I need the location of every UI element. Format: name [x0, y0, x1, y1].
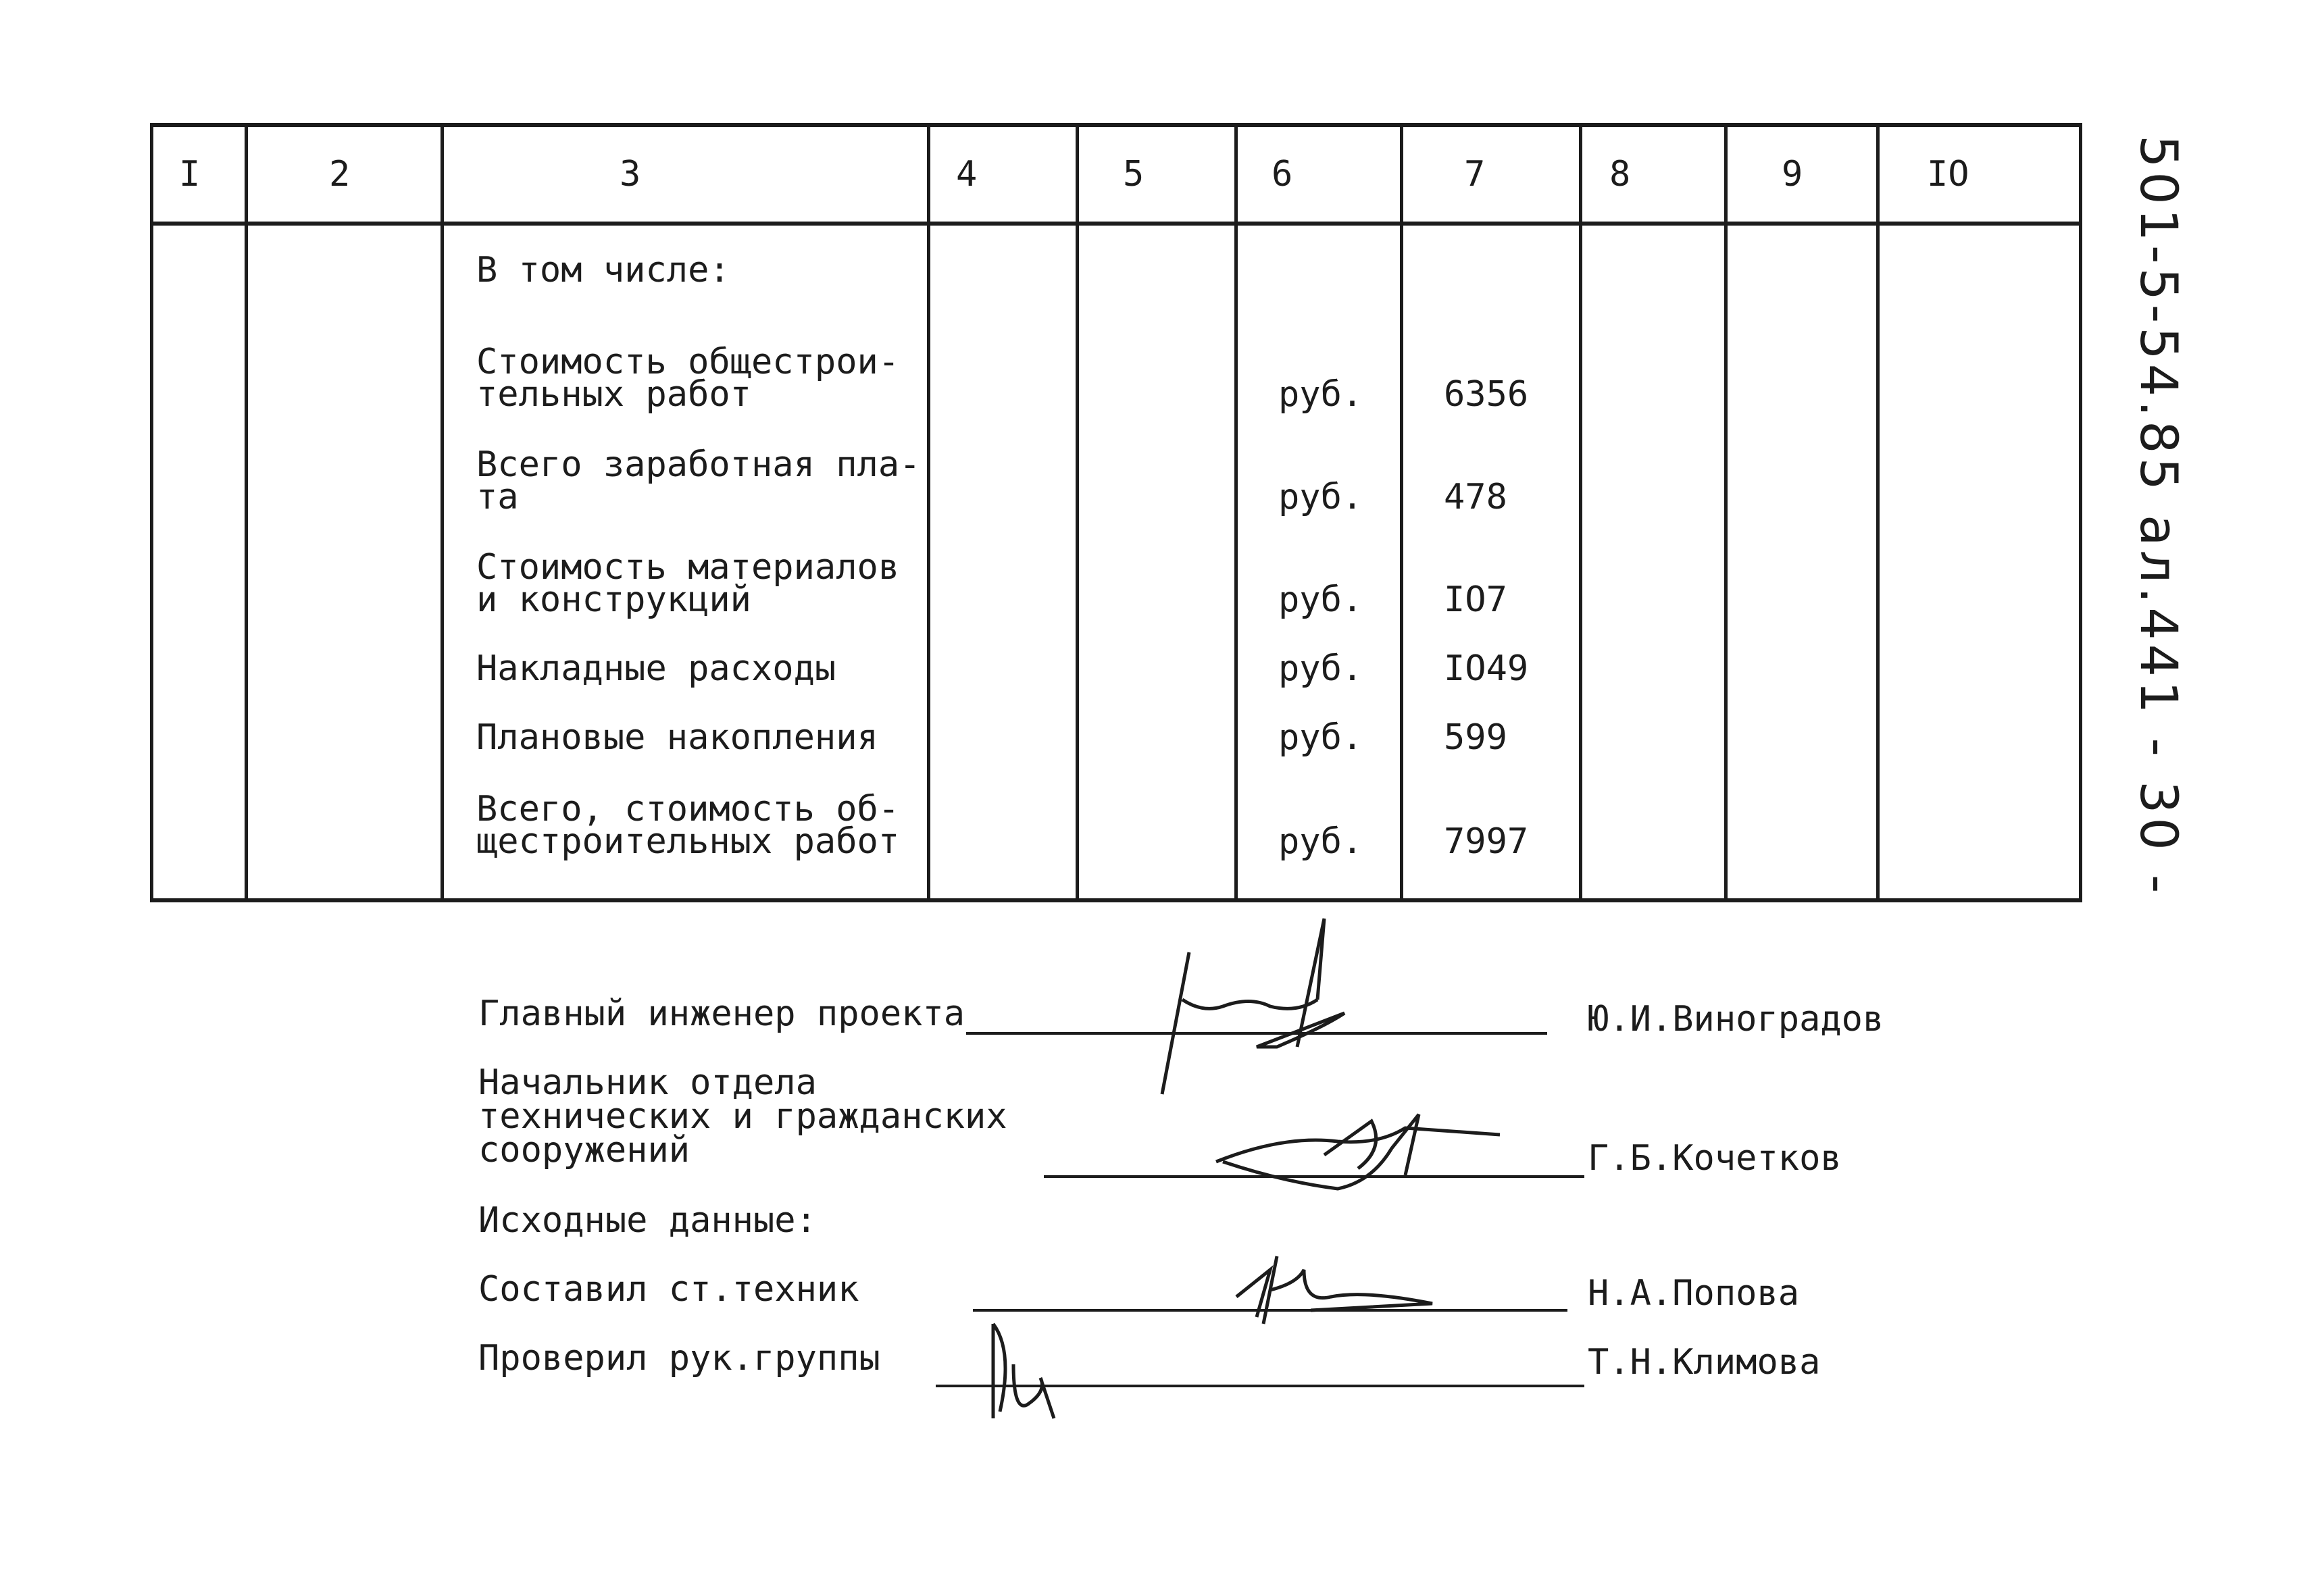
description-column	[443, 224, 929, 900]
row-description: В том числе:	[476, 250, 730, 290]
compiled-by-role: Составил ст.техник	[478, 1269, 859, 1310]
column-number: 4	[929, 125, 1078, 224]
row-unit: руб.	[1278, 648, 1363, 689]
checked-by-role: Проверил рук.группы	[478, 1338, 880, 1379]
row-value: 478	[1444, 477, 1507, 517]
row-description: Всего, стоимость об- щестроительных работ	[476, 789, 900, 862]
department-head-name: Г.Б.Кочетков	[1588, 1138, 1842, 1179]
row-description: Накладные расходы	[476, 648, 836, 689]
row-description: Плановые накопления	[476, 717, 878, 758]
row-unit: руб.	[1278, 477, 1363, 517]
row-description: Стоимость материалов и конструкций	[476, 547, 900, 620]
table-body-row	[152, 224, 2081, 900]
column-number: 2	[247, 125, 443, 224]
checked-by-signature	[973, 1310, 1067, 1425]
chief-engineer-name: Ю.И.Виноградов	[1588, 999, 1884, 1039]
unit-column	[1236, 224, 1402, 900]
column-number: I	[152, 125, 247, 224]
row-description: Стоимость общестрои- тельных работ	[476, 342, 900, 415]
row-value: IO7	[1444, 580, 1507, 620]
compiled-by-name: Н.А.Попова	[1588, 1273, 1800, 1314]
row-value: IO49	[1444, 648, 1529, 689]
row-unit: руб.	[1278, 717, 1363, 758]
row-value: 7997	[1444, 821, 1529, 862]
checked-by-name: Т.Н.Климова	[1588, 1342, 1821, 1383]
department-head-signature	[1203, 1108, 1513, 1195]
chief-engineer-signature	[1122, 912, 1378, 1101]
row-unit: руб.	[1278, 580, 1363, 620]
row-unit: руб.	[1278, 821, 1363, 862]
chief-engineer-role: Главный инженер проекта	[478, 994, 965, 1034]
column-number: IO	[1878, 125, 2081, 224]
column-number: 7	[1402, 125, 1581, 224]
row-value: 6356	[1444, 374, 1529, 415]
row-description: Всего заработная пла- та	[476, 444, 921, 517]
column-number-row	[152, 125, 2081, 224]
column-number: 6	[1236, 125, 1402, 224]
row-value: 599	[1444, 717, 1507, 758]
row-unit: руб.	[1278, 374, 1363, 415]
source-data-label: Исходные данные:	[478, 1200, 817, 1241]
column-number: 8	[1581, 125, 1726, 224]
value-column	[1402, 224, 1581, 900]
estimate-table	[150, 123, 2082, 902]
department-head-role: Начальник отдела технических и гражданских сооружений	[478, 1062, 1007, 1170]
column-number: 9	[1726, 125, 1878, 224]
compiled-by-signature	[1230, 1243, 1446, 1331]
column-number: 5	[1078, 125, 1236, 224]
document-code: 501-5-54.85 ал.441 - 30 -	[2129, 135, 2189, 898]
column-number: 3	[443, 125, 929, 224]
